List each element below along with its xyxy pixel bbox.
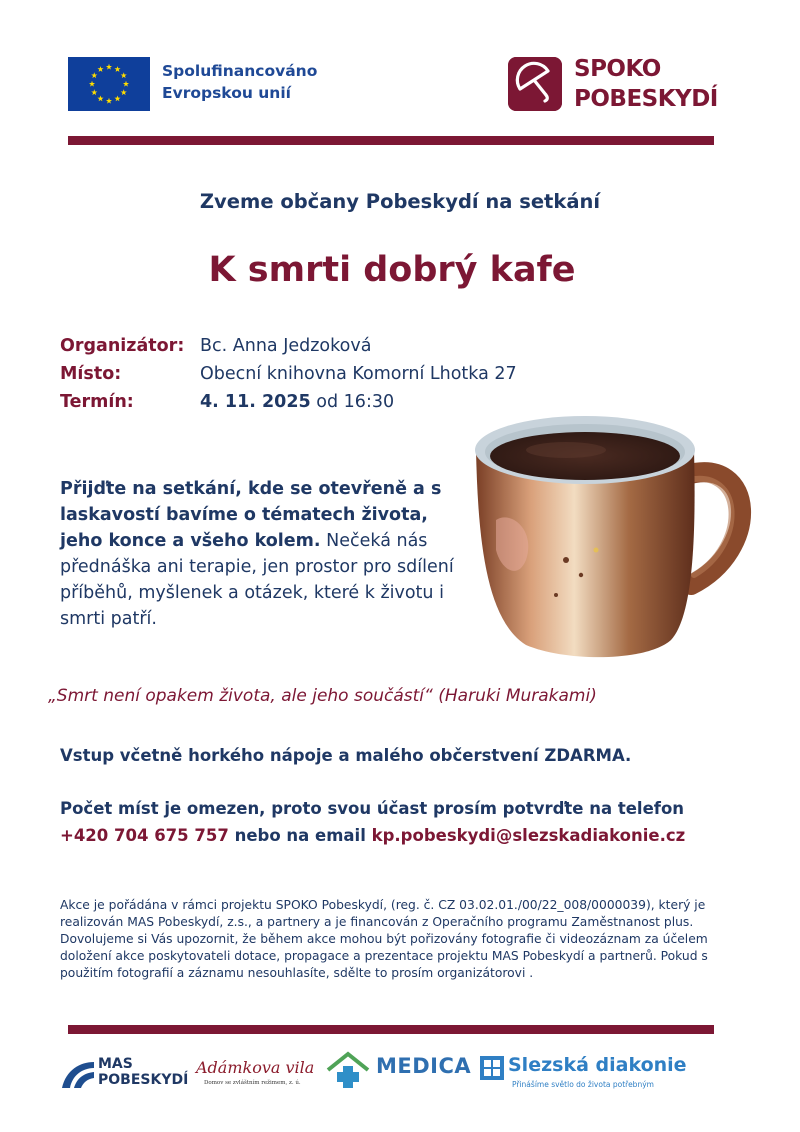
contact-phone: +420 704 675 757 [60, 826, 229, 845]
mas-swoosh-icon [60, 1060, 94, 1090]
slezska-diakonie-logo [480, 1052, 712, 1094]
medica-text: MEDICA [376, 1054, 472, 1078]
diakonie-symbol-icon [480, 1056, 504, 1080]
place-label: Místo: [60, 364, 122, 384]
eu-text-line1: Spolufinancováno [162, 62, 318, 80]
free-entry-note: Vstup včetně horkého nápoje a malého občerstvení ZDARMA. [60, 746, 632, 765]
footnote-project: Akce je pořádána v rámci projektu SPOKO Pobeskydí, (reg. č. CZ 03.02.01./00/22_008/0000039), který je realizován MAS Pobeskydí, z.s., a partnery a je financován z Operačního programu Zaměstnanost plus. [60, 898, 706, 929]
mas-line2: POBESKYDÍ [98, 1072, 189, 1088]
description-bold: Přijďte na setkání, kde se otevřeně a s laskavostí bavíme o tématech života, jeho konce a všeho kolem. [60, 479, 442, 551]
invitation-heading: Zveme občany Pobeskydí na setkání [199, 190, 601, 213]
footnote-photo-notice: Dovolujeme si Vás upozornit, že během akce mohou být pořizovány fotografie či videozáznam za účelem doložení akce poskytovateli dotace, propagace a prezentace projektu MAS Pobeskydí a partnerů. Pokud s použitím fotografií a záznamu nesouhlasíte, sdělte to prosím organizátorovi . [60, 932, 708, 980]
eu-cofinanced-text [162, 60, 317, 104]
organizer-label: Organizátor: [60, 336, 185, 356]
adamkova-vila-logo [192, 1042, 316, 1096]
spoko-umbrella-icon [508, 57, 562, 111]
time-value: od 16:30 [316, 392, 395, 412]
date-value: 4. 11. 2025 [200, 392, 311, 412]
organizer-value: Bc. Anna Jedzoková [200, 336, 372, 356]
diakonie-tagline: Přinášíme světlo do života potřebným [512, 1080, 654, 1089]
date-label: Termín: [60, 392, 134, 412]
footer-divider [68, 1025, 714, 1034]
place-value: Obecní knihovna Komorní Lhotka 27 [200, 364, 517, 384]
organizer-row [60, 332, 371, 360]
project-footnote [60, 897, 730, 982]
mas-line1: MAS [98, 1056, 133, 1072]
seats-limited-line: Počet míst je omezen, proto svou účast prosím potvrďte na telefon [60, 799, 685, 818]
coffee-mug-illustration [456, 400, 756, 670]
medica-logo [326, 1048, 470, 1092]
date-row [60, 388, 394, 416]
eu-text-line2: Evropskou unií [162, 84, 291, 102]
adamkova-subtitle: Domov se zvláštním režimem, z. ú. [204, 1080, 301, 1086]
contact-middle-text: nebo na email [234, 826, 366, 845]
murakami-quote: „Smrt není opakem života, ale jeho součástí“ (Haruki Murakami) [48, 686, 597, 706]
contact-email: kp.pobeskydi@slezskadiakonie.cz [371, 826, 686, 845]
event-title: K smrti dobrý kafe [208, 250, 576, 290]
spoko-line2: POBESKYDÍ [574, 86, 718, 112]
adamkova-name: Adámkova vila [196, 1058, 315, 1077]
header-divider [68, 136, 714, 145]
diakonie-text: Slezská diakonie [508, 1054, 687, 1076]
medica-cross-icon [326, 1050, 370, 1090]
description-normal: Nečeká nás přednáška ani terapie, jen prostor pro sdílení příběhů, myšlenek a otázek, které k životu i smrti patří. [60, 531, 454, 629]
event-description [60, 476, 470, 632]
eu-flag-icon [68, 57, 150, 111]
mas-pobeskydi-logo [60, 1050, 190, 1094]
place-row [60, 360, 517, 388]
spoko-line1: SPOKO [574, 56, 661, 82]
contact-line [60, 826, 685, 845]
spoko-logo-text [574, 54, 718, 114]
